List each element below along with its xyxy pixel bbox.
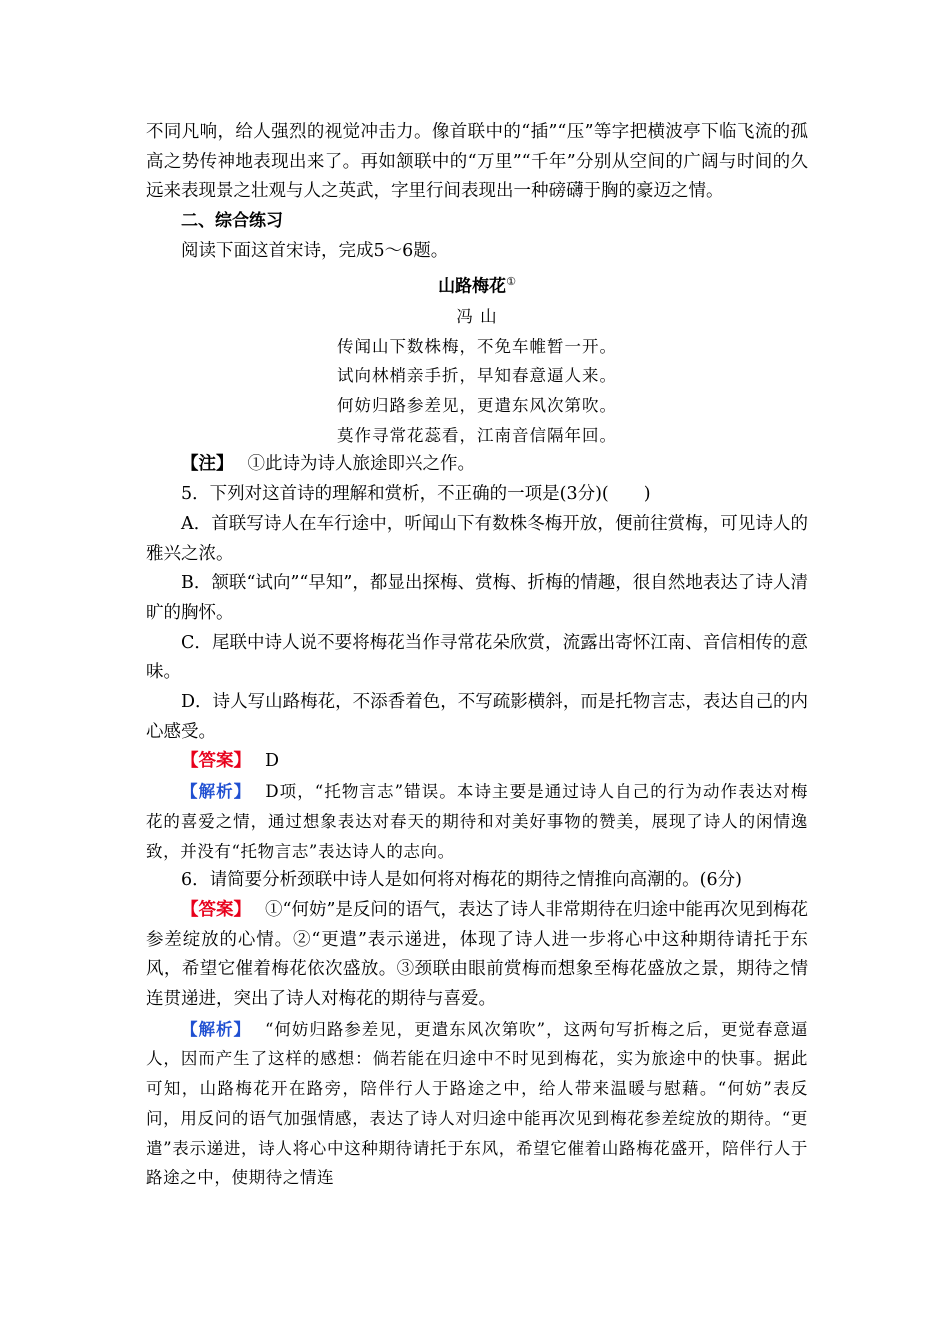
poem-line: 试向林梢亲手折，早知春意逼人来。 — [337, 366, 617, 386]
poem-title — [146, 267, 808, 302]
q6-answer-label: 【答案】 — [181, 899, 252, 920]
poem-line: 莫作寻常花蕊看，江南音信隔年回。 — [337, 425, 617, 445]
poem-line: 何妨归路参差见，更遣东风次第吹。 — [337, 395, 617, 415]
q6-answer-text: ①“何妨”是反问的语气，表达了诗人非常期待在归途中能再次见到梅花参差绽放的心情。②“更遣”表示递进，体现了诗人进一步将心中这种期待请托于东风，希望它催着梅花依次盛放。③颈联由眼前赏梅而想象至梅花盛放之景，期待之情连贯递进，突出了诗人对梅花的期待与喜爱。 — [146, 899, 808, 1010]
poem-title-note-mark: ① — [506, 274, 516, 288]
q5-option-a: A．首联写诗人在车行途中，听闻山下有数株冬梅开放，便前往赏梅，可见诗人的雅兴之浓。 — [146, 513, 808, 564]
q5-analysis-text: D项，“托物言志”错误。本诗主要是通过诗人自己的行为动作表达对梅花的喜爱之情，通过想象表达对春天的期待和对美好事物的赞美，展现了诗人的闲情逸致，并没有“托物言志”表达诗人的志向。 — [146, 782, 808, 861]
q6-analysis — [146, 1015, 808, 1193]
poem-note — [146, 450, 808, 480]
q5-option-b: B．颔联“试向”“早知”，都显出探梅、赏梅、折梅的情趣，很自然地表达了诗人清旷的胸怀。 — [146, 573, 808, 623]
q5-option-c: C．尾联中诗人说不要将梅花当作寻常花朵欣赏，流露出寄怀江南、音信相传的意味。 — [146, 632, 808, 683]
q5-answer — [146, 747, 808, 777]
note-text: ①此诗为诗人旅途即兴之作。 — [247, 454, 475, 475]
q5-analysis-label: 【解析】 — [181, 782, 252, 802]
q5-answer-text: D — [265, 751, 280, 772]
q6-stem: 6．请简要分析颈联中诗人是如何将对梅花的期待之情推向高潮的。(6分) — [181, 870, 742, 891]
reading-instruction: 阅读下面这首宋诗，完成5～6题。 — [181, 240, 449, 261]
q5-answer-label: 【答案】 — [181, 751, 251, 772]
q6-answer — [146, 896, 808, 1015]
poem-author: 冯 山 — [456, 306, 498, 326]
q5-option-d: D．诗人写山路梅花，不添香着色，不写疏影横斜，而是托物言志，表达自己的内心感受。 — [146, 692, 808, 742]
q6-analysis-text: “何妨归路参差见，更遣东风次第吹”，这两句写折梅之后，更觉春意逼人，因而产生了这样的感想：倘若能在归途中不时见到梅花，实为旅途中的快事。据此可知，山路梅花开在路旁，陪伴行人于路途之中，给人带来温暖与慰藉。“何妨”表反问，用反问的语气加强情感，表达了诗人对归途中能再次见到梅花参差绽放的期待。“更遣”表示递进，诗人将心中这种期待请托于东风，希望它催着山路梅花盛开，陪伴行人于路途之中，使期待之情连 — [146, 1019, 808, 1188]
section-heading: 二、综合练习 — [181, 211, 283, 232]
note-label: 【注】 — [181, 454, 234, 475]
intro-paragraph: 不同凡响，给人强烈的视觉冲击力。像首联中的“插”“压”等字把横波亭下临飞流的孤高之势传神地表现出来了。再如颔联中的“万里”“千年”分别从空间的广阔与时间的久远来表现景之壮观与人之英武，字里行间表现出一种磅礴于胸的豪迈之情。 — [146, 122, 808, 202]
document-page — [146, 118, 808, 1193]
q5-stem: 5．下列对这首诗的理解和赏析，不正确的一项是(3分)( ) — [181, 484, 651, 505]
poem-title-text: 山路梅花 — [438, 276, 507, 297]
poem-line: 传闻山下数株梅，不免车帷暂一开。 — [337, 336, 617, 356]
q6-analysis-label: 【解析】 — [181, 1019, 251, 1039]
q5-analysis — [146, 777, 808, 866]
